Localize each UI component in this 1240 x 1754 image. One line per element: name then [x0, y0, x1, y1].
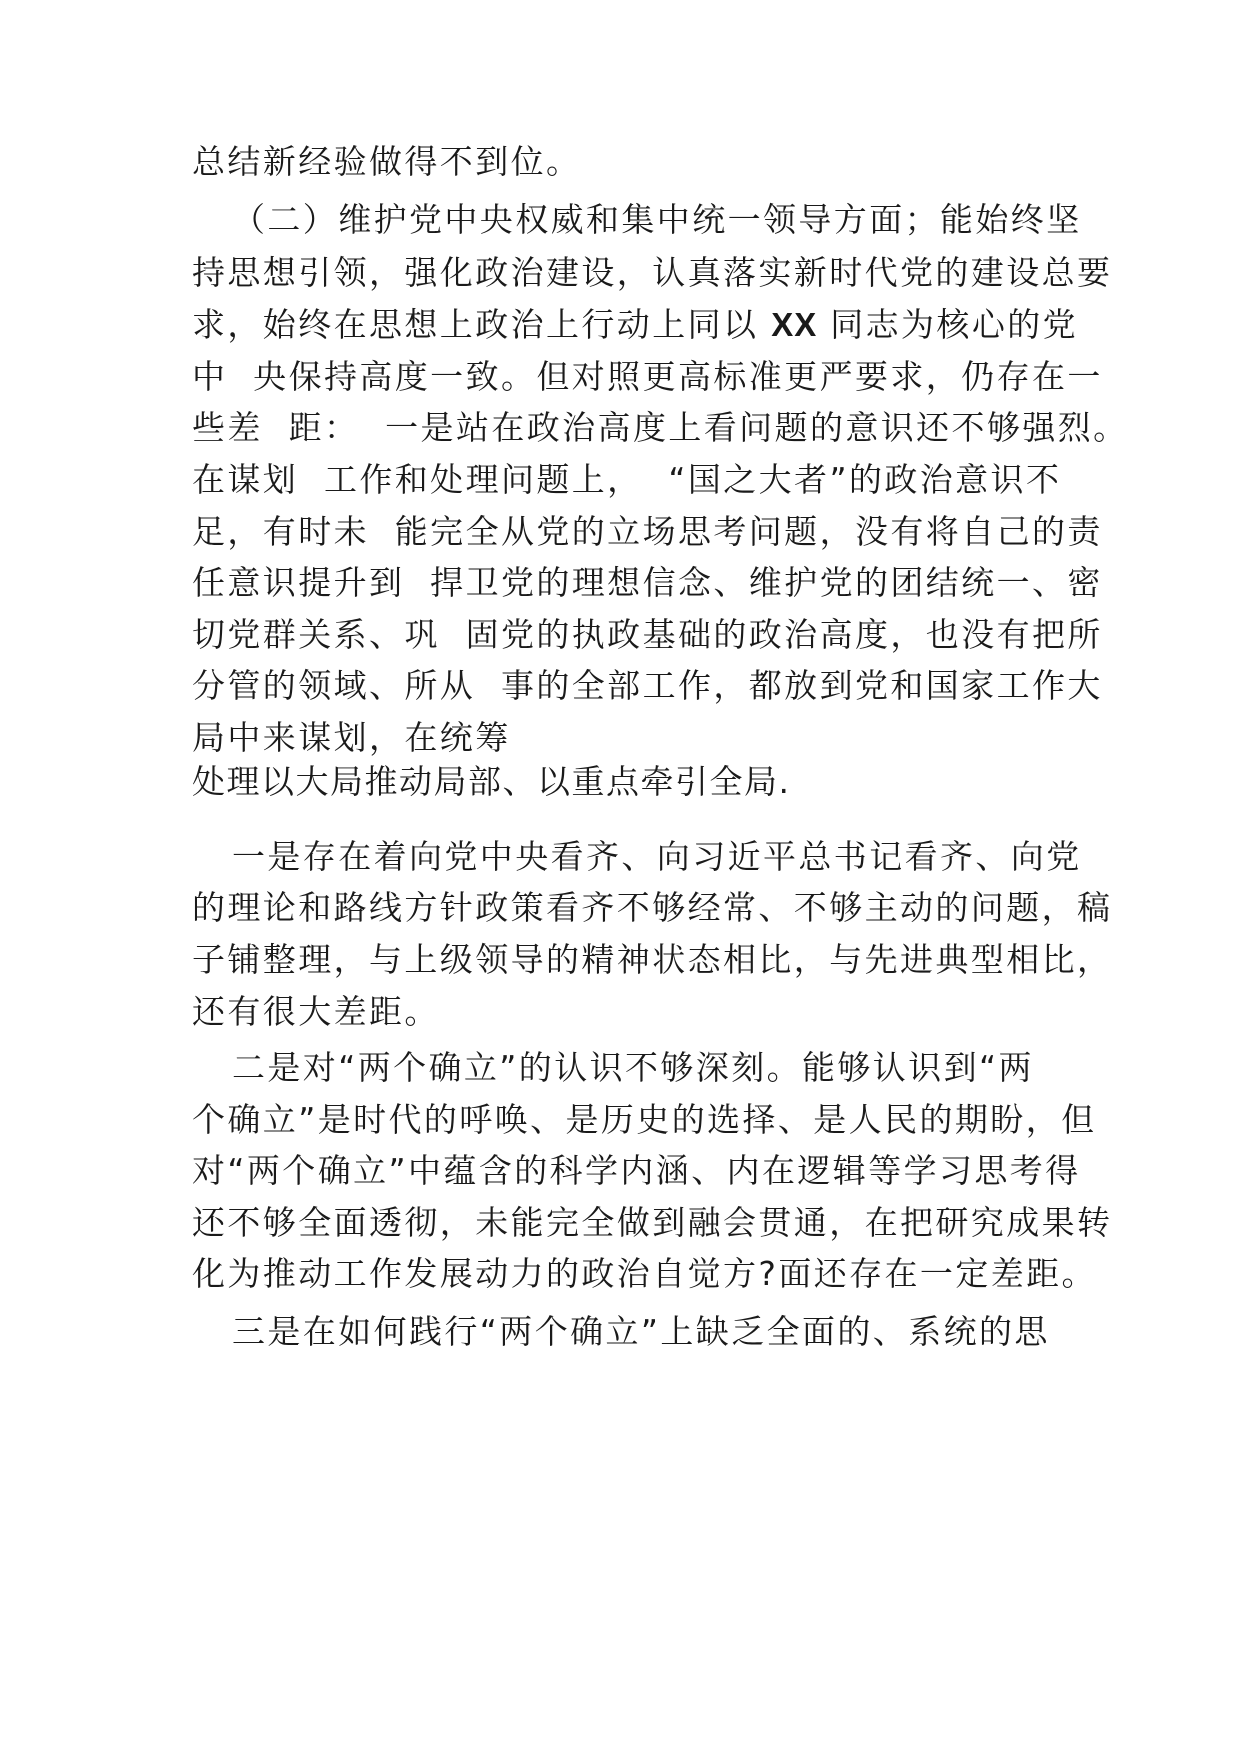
text-line: 分管的领域、所从 事的全部工作，都放到党和国家工作大	[192, 666, 1103, 705]
text-line: 在谋划 工作和处理问题上， “国之大者”的政治意识不	[192, 460, 1062, 499]
text-line: 持思想引领，强化政治建设，认真落实新时代党的建设总要	[192, 253, 1113, 292]
paragraph-first-line: 二是对“两个确立”的认识不够深刻。能够认识到“两	[232, 1048, 1034, 1087]
text-line: 总结新经验做得不到位。	[192, 142, 582, 181]
paragraph-first-line: 三是在如何践行“两个确立”上缺乏全面的、系统的思	[232, 1312, 1050, 1351]
text-line: 中 央保持高度一致。但对照更高标准更严要求，仍存在一	[192, 357, 1103, 396]
text-line: 的理论和路线方针政策看齐不够经常、不够主动的问题，稿	[192, 888, 1113, 927]
text-line: 子铺整理，与上级领导的精神状态相比，与先进典型相比，	[192, 940, 1113, 979]
text-line	[192, 305, 1078, 345]
text-line: 足，有时未 能完全从党的立场思考问题，没有将自己的责	[192, 512, 1103, 551]
text-segment: 求，始终在思想上政治上行动上同以	[192, 305, 772, 344]
text-line: 切党群关系、巩 固党的执政基础的政治高度，也没有把所	[192, 615, 1103, 654]
text-line: 处理以大局推动局部、以重点牵引全局.	[192, 762, 791, 801]
leader-name-placeholder: XX	[771, 306, 818, 343]
paragraph-first-line: 一是存在着向党中央看齐、向习近平总书记看齐、向党	[232, 837, 1082, 876]
text-line: 些差 距： 一是站在政治高度上看问题的意识还不够强烈。	[192, 408, 1129, 447]
text-line: 还有很大差距。	[192, 992, 440, 1031]
text-line: 局中来谋划，在统筹	[192, 718, 511, 757]
text-line: 还不够全面透彻，未能完全做到融会贯通，在把研究成果转	[192, 1203, 1113, 1242]
text-line: 化为推动工作发展动力的政治自觉方?面还存在一定差距。	[192, 1254, 1097, 1293]
section-heading-line: （二）维护党中央权威和集中统一领导方面；能始终坚	[232, 200, 1082, 239]
text-segment: 同志为核心的党	[817, 305, 1079, 344]
text-line: 对“两个确立”中蕴含的科学内涵、内在逻辑等学习思考得	[192, 1151, 1081, 1190]
text-line: 任意识提升到 捍卫党的理想信念、维护党的团结统一、密	[192, 563, 1103, 602]
text-line: 个确立”是时代的呼唤、是历史的选择、是人民的期盼，但	[192, 1100, 1097, 1139]
